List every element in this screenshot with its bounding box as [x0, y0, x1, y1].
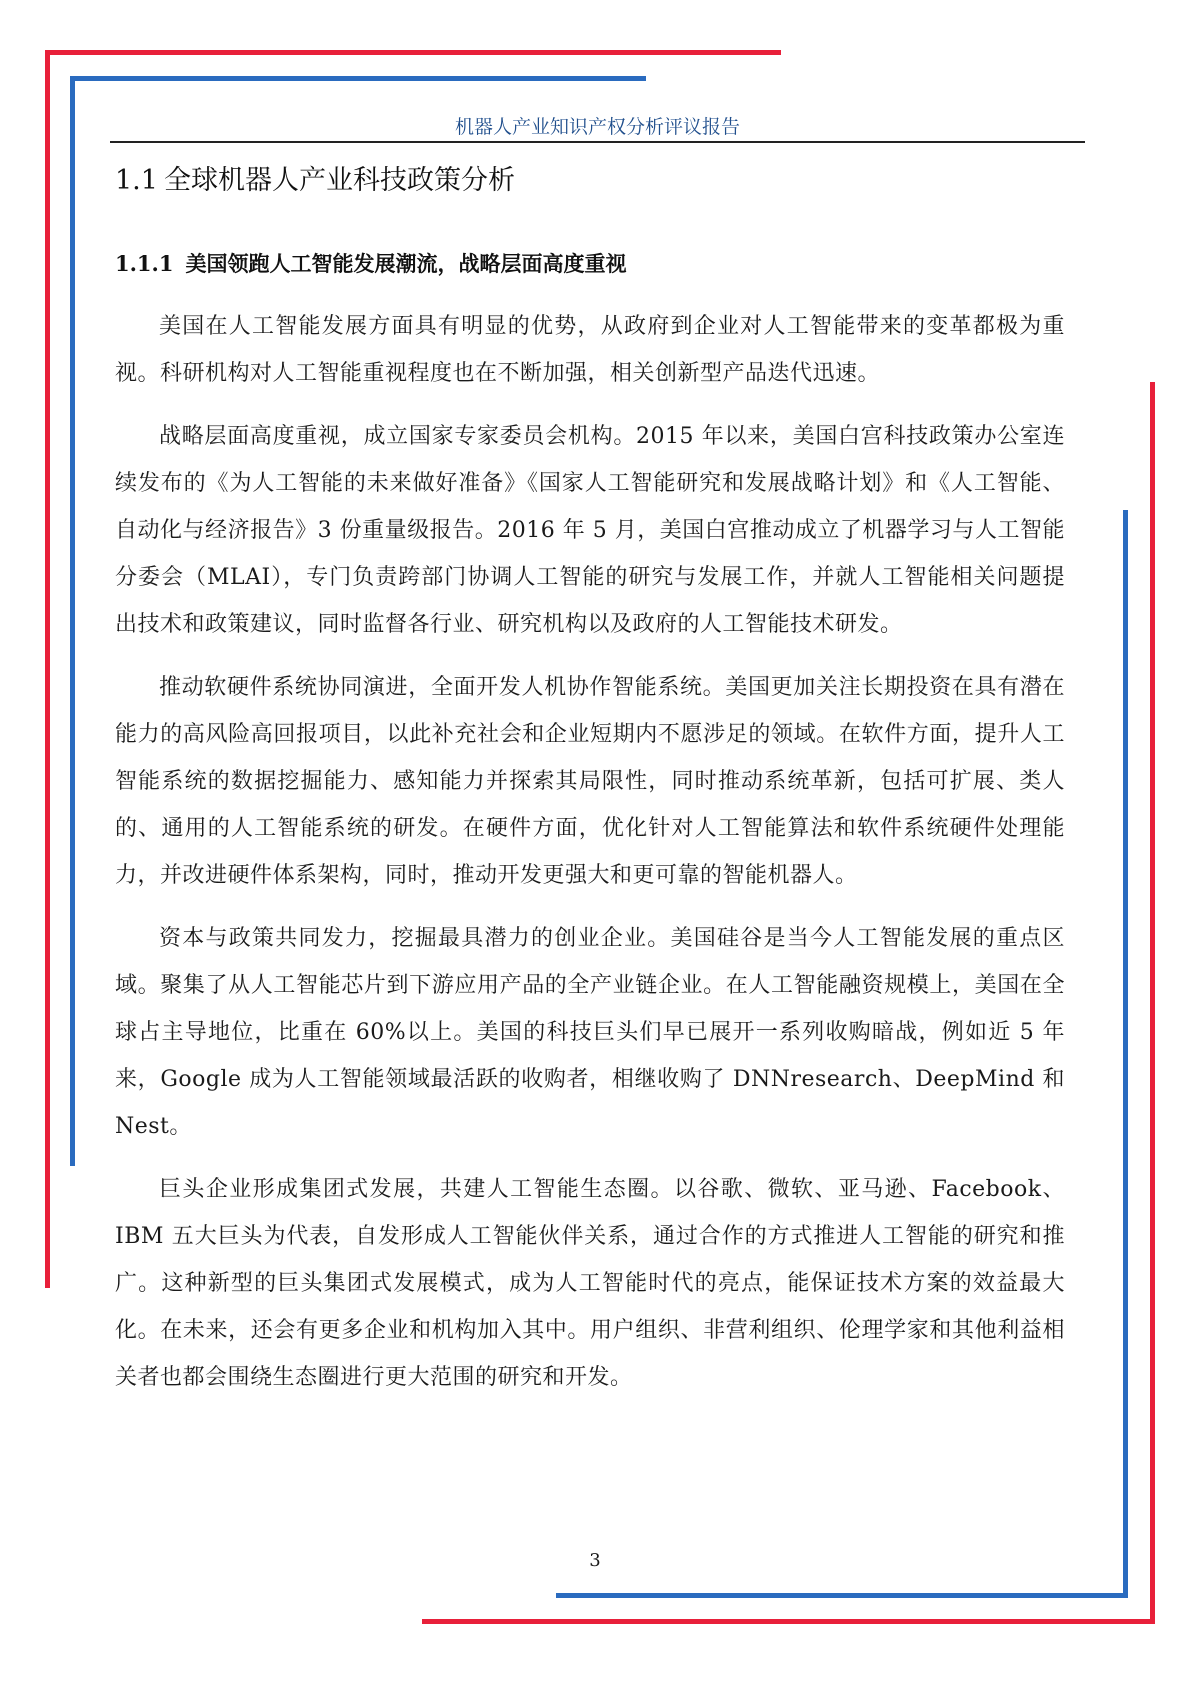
subsection-heading — [115, 248, 626, 278]
paragraph: 资本与政策共同发力，挖掘最具潜力的创业企业。美国硅谷是当今人工智能发展的重点区域。聚集了从人工智能芯片到下游应用产品的全产业链企业。在人工智能融资规模上，美国在全球占主导地位，比重在 60%以上。美国的科技巨头们早已展开一系列收购暗战，例如近 5 年来，Google 成为人工智能领域最活跃的收购者，相继收购了 DNNresearch、DeepMind 和 Nest。 — [115, 926, 1065, 1139]
bottom-red-frame-line-vertical — [1150, 382, 1155, 1624]
top-red-frame-line-horizontal — [45, 50, 781, 55]
top-blue-frame-line-horizontal — [70, 76, 646, 81]
subsection-number: 1.1.1 — [115, 251, 174, 276]
page-number: 3 — [589, 1550, 601, 1571]
section-number: 1.1 — [115, 165, 158, 196]
subsection-title-text: 美国领跑人工智能发展潮流，战略层面高度重视 — [185, 252, 627, 276]
section-heading — [115, 158, 515, 197]
top-blue-frame-line-vertical — [70, 76, 75, 1166]
paragraph: 战略层面高度重视，成立国家专家委员会机构。2015 年以来，美国白宫科技政策办公室连续发布的《为人工智能的未来做好准备》《国家人工智能研究和发展战略计划》和《人工智能、自动化与经济报告》3 份重量级报告。2016 年 5 月，美国白宫推动成立了机器学习与人工智能分委会（MLAI），专门负责跨部门协调人工智能的研究与发展工作，并就人工智能相关问题提出技术和政策建议，同时监督各行业、研究机构以及政府的人工智能技术研发。 — [115, 424, 1065, 637]
running-header-title: 机器人产业知识产权分析评议报告 — [454, 116, 740, 138]
bottom-red-frame-line-horizontal — [422, 1619, 1155, 1624]
section-title-text: 全球机器人产业科技政策分析 — [163, 165, 515, 196]
bottom-blue-frame-line-horizontal — [556, 1593, 1128, 1598]
bottom-blue-frame-line-vertical — [1123, 510, 1128, 1598]
body-text — [115, 303, 1065, 1417]
paragraph: 推动软硬件系统协同演进，全面开发人机协作智能系统。美国更加关注长期投资在具有潜在能力的高风险高回报项目，以此补充社会和企业短期内不愿涉足的领域。在软件方面，提升人工智能系统的数据挖掘能力、感知能力并探索其局限性，同时推动系统革新，包括可扩展、类人的、通用的人工智能系统的研发。在硬件方面，优化针对人工智能算法和软件系统硬件处理能力，并改进硬件体系架构，同时，推动开发更强大和更可靠的智能机器人。 — [115, 675, 1065, 888]
paragraph: 美国在人工智能发展方面具有明显的优势，从政府到企业对人工智能带来的变革都极为重视。科研机构对人工智能重视程度也在不断加强，相关创新型产品迭代迅速。 — [115, 314, 1065, 386]
paragraph: 巨头企业形成集团式发展，共建人工智能生态圈。以谷歌、微软、亚马逊、Facebook、IBM 五大巨头为代表，自发形成人工智能伙伴关系，通过合作的方式推进人工智能的研究和推广。这种新型的巨头集团式发展模式，成为人工智能时代的亮点，能保证技术方案的效益最大化。在未来，还会有更多企业和机构加入其中。用户组织、非营利组织、伦理学家和其他利益相关者也都会围绕生态圈进行更大范围的研究和开发。 — [115, 1177, 1065, 1390]
header-rule — [110, 141, 1085, 143]
top-red-frame-line-vertical — [45, 50, 50, 1288]
